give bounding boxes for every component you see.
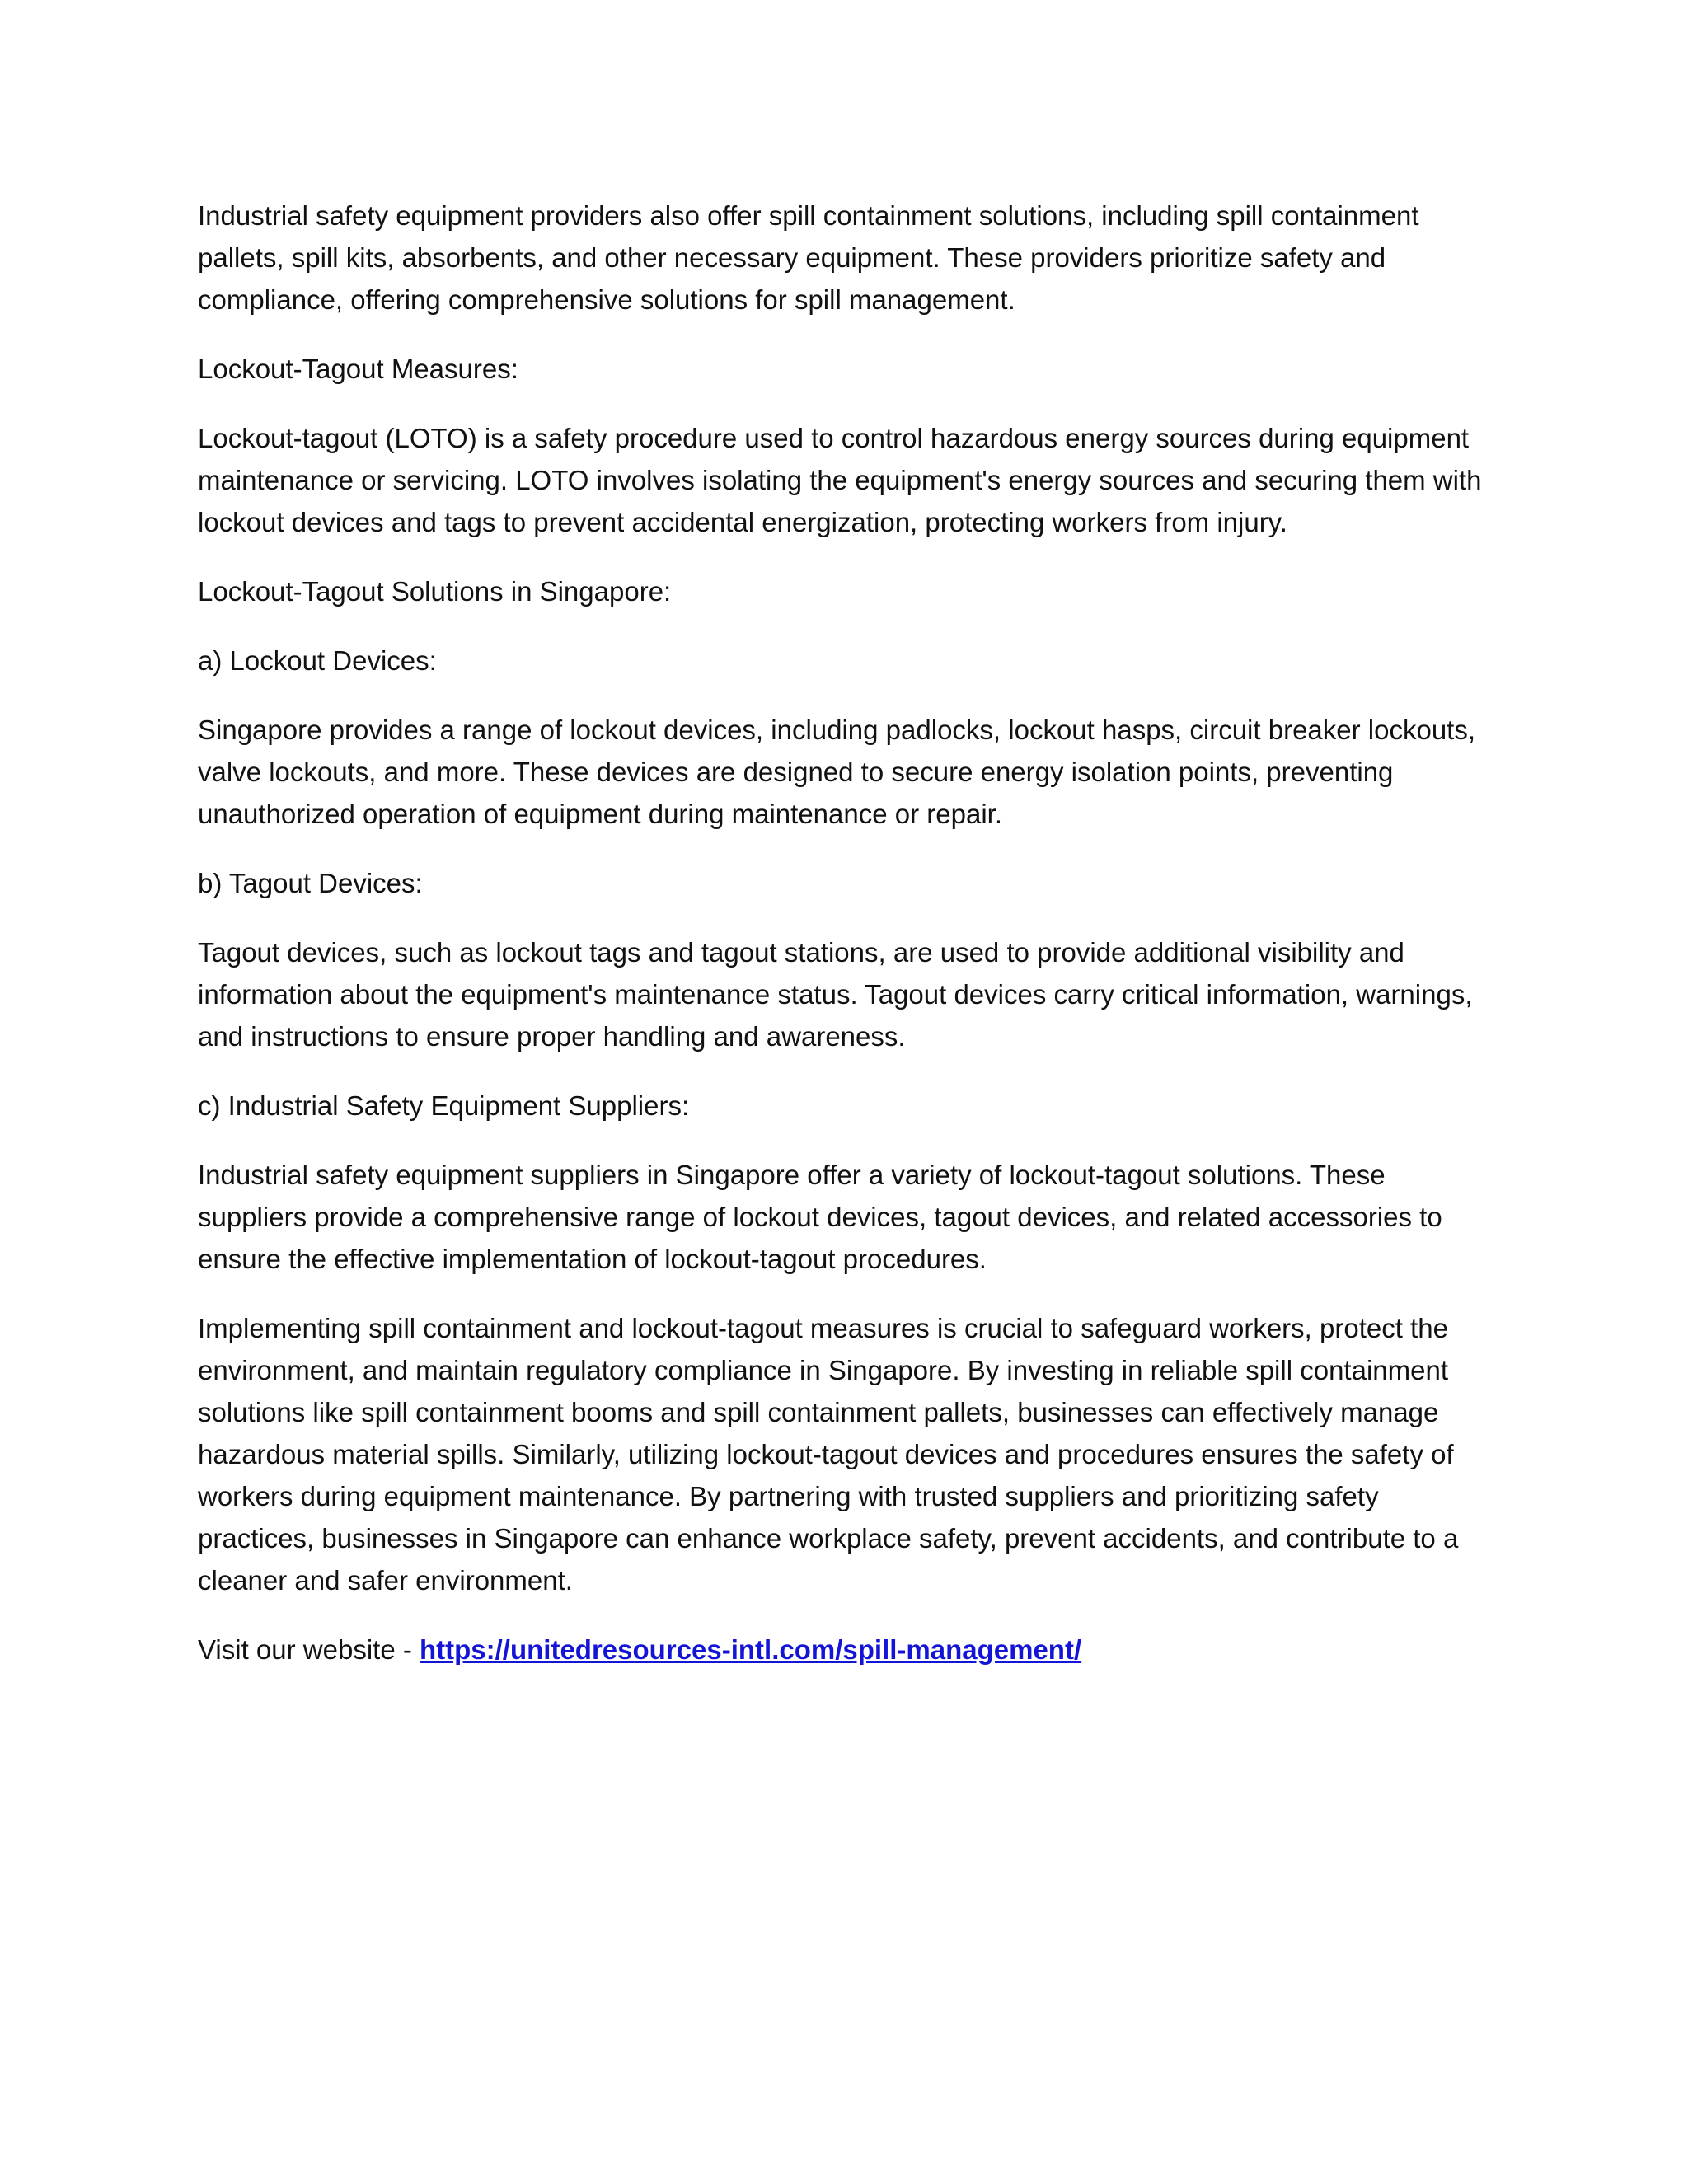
loto-definition-paragraph: Lockout-tagout (LOTO) is a safety procedure used to control hazardous energy sources during equipment maintenance or servicing. LOTO involves isolating the equipment's energy sources and securing them with lockout devices and tags to prevent accidental energization, protecting workers from injury. <box>198 423 1482 537</box>
website-link[interactable]: https://unitedresources-intl.com/spill-management/ <box>420 1634 1082 1665</box>
heading-loto-solutions-singapore: Lockout-Tagout Solutions in Singapore: <box>198 576 672 607</box>
document-page <box>198 194 1500 1698</box>
suppliers-paragraph: Industrial safety equipment suppliers in Singapore offer a variety of lockout-tagout solutions. These suppliers provide a comprehensive range of lockout devices, tagout devices, and related accessories to ensure the effective implementation of lockout-tagout procedures. <box>198 1160 1442 1274</box>
heading-tagout-devices: b) Tagout Devices: <box>198 868 423 898</box>
intro-paragraph: Industrial safety equipment providers also offer spill containment solutions, including spill containment pallets, spill kits, absorbents, and other necessary equipment. These providers prioritize safety and compliance, offering comprehensive solutions for spill management. <box>198 200 1419 315</box>
website-prefix: Visit our website - <box>198 1634 420 1665</box>
tagout-devices-paragraph: Tagout devices, such as lockout tags and tagout stations, are used to provide additional visibility and information about the equipment's maintenance status. Tagout devices carry critical information, warnings, and instructions to ensure proper handling and awareness. <box>198 937 1473 1052</box>
website-line <box>198 1629 1500 1671</box>
heading-lockout-tagout-measures: Lockout-Tagout Measures: <box>198 354 518 384</box>
heading-equipment-suppliers: c) Industrial Safety Equipment Suppliers: <box>198 1090 690 1121</box>
lockout-devices-paragraph: Singapore provides a range of lockout devices, including padlocks, lockout hasps, circuit breaker lockouts, valve lockouts, and more. These devices are designed to secure energy isolation points, preventing unauthorized operation of equipment during maintenance or repair. <box>198 715 1476 829</box>
heading-lockout-devices: a) Lockout Devices: <box>198 645 437 676</box>
conclusion-paragraph: Implementing spill containment and lockout-tagout measures is crucial to safeguard workers, protect the environment, and maintain regulatory compliance in Singapore. By investing in reliable spill containment solutions like spill containment booms and spill containment pallets, businesses can effectively manage hazardous material spills. Similarly, utilizing lockout-tagout devices and procedures ensures the safety of workers during equipment maintenance. By partnering with trusted suppliers and prioritizing safety practices, businesses in Singapore can enhance workplace safety, prevent accidents, and contribute to a cleaner and safer environment. <box>198 1313 1459 1596</box>
